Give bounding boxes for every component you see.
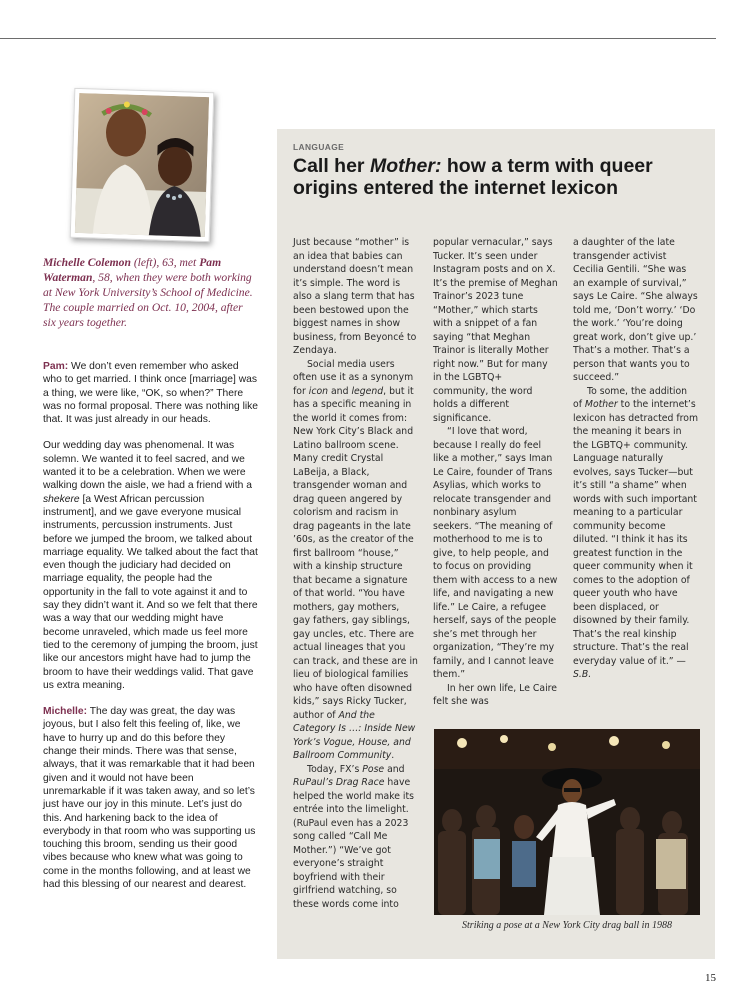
paragraph-text: have helped the world make its entrée into the limelight. (RuPaul even has a 2023 song called “Call Me Mother.”) “We’ve got everyone’s straight boyfriend with their girlfriend watching, so these words come into: [293, 777, 414, 910]
interview-paragraph: [43, 360, 259, 426]
paragraph-text: We don’t even remember who asked who to get married. I think once [marriage] was a thing, we were like, “OK, so when?” There was no formal proposal. There was nothing like that. It was just already in our heads.: [43, 361, 259, 426]
body-paragraph: a daughter of the late transgender activist Cecilia Gentili. “She was an example of survival,” says Le Caire. “She always told me, ‘Don’t worry.’ ‘Do the work.’ ‘You’re doing great work, don’t give up.’ That’s a mother. That’s a person that wants you to succeed.”: [573, 237, 698, 383]
caption-text-1: (left), 63, met: [130, 256, 200, 269]
show-title-drag-race: RuPaul’s Drag Race: [293, 777, 385, 788]
paragraph-text: [a West African percussion instrument], and we gave everyone musical instruments, percussion instruments. Just before we jumped the broom, we talked about marriage equality. We talked about the fact that even though the judiciary had decided on marriage equality, the people had the opportunity in the fall to vote against it and to say they didn’t want it. And so we felt that there was a way that our wedding might have become unraveled, which made us feel more tied to the ceremony of jumping the broom, just like our ancestors might have had to jump the broom to have their weddings valid. That gave us extra meaning.: [43, 493, 258, 691]
paragraph-text: Our wedding day was phenomenal. It was solemn. We wanted it to feel sacred, and we wanted it to be a celebration. When we were walking down the aisle, we had a friend with a: [43, 440, 252, 492]
book-title: And the Category Is …: Inside New York’s Vogue, House, and Ballroom Community: [293, 709, 416, 761]
body-paragraph: [573, 385, 698, 682]
sidebar-column-1: [293, 236, 418, 911]
paragraph-text: .: [391, 750, 395, 761]
author-signature: S.B.: [573, 669, 592, 680]
sidebar-column-3: [573, 236, 698, 682]
paragraph-text: , but it has a specific meaning in the world it comes from: New York City’s Black and Latino ballroom scene. Many credit Crystal LaBeija, a Black, transgender woman and drag queen angered by colorism and racism in drag pageants in the late ’60s, as the creator of the first ballroom “house,” with a kinship structure that became a signature of that world. “You have mothers, gay mothers, gay fathers, gay siblings, gay uncles, etc. There are actual lineages that you can track, and these are in lieu of biological families who have often disowned kids,” says Ricky Tucker, author of: [293, 385, 418, 721]
body-paragraph: [293, 358, 418, 763]
speaker-michelle: Michelle:: [43, 706, 88, 718]
couple-caption: [43, 255, 253, 330]
sidebar-kicker: LANGUAGE: [293, 142, 345, 152]
body-paragraph: popular vernacular,” says Tucker. It’s seen under Instagram posts and on X. It’s the premise of Meghan Trainor’s 2023 tune “Mother,” which starts with a snippet of a fan saying “that Meghan Trainor is literally Mother right now.” But for many in the LGBTQ+ community, the word holds a different significance.: [433, 237, 558, 424]
emphasis-legend-word: legend: [351, 385, 384, 397]
headline-text: Call her: [293, 155, 370, 177]
headline-emphasis: Mother:: [369, 155, 442, 177]
speaker-pam: Pam:: [43, 361, 69, 372]
top-rule: [0, 38, 716, 39]
couple-photo: [70, 88, 215, 242]
paragraph-text: and: [328, 385, 352, 397]
caption-name-michelle: Michelle Colemon: [43, 256, 131, 269]
caption-name-pam: Pam Waterman: [43, 256, 222, 284]
paragraph-text: to the internet’s lexicon has detracted from the meaning it bears in the LGBTQ+ community. Language naturally evolves, says Tucker—but it’s still “a shame” when words with such important meaning to a particular community become diluted. “I think it has its greatest function in the queer community when it comes to the adoption of queer youth who have been displaced, or disowned by their family. That’s the real kinship structure. That’s the real everyday value of it.” —: [573, 399, 699, 667]
page-number: 15: [705, 972, 716, 984]
paragraph-text: Today, FX’s: [307, 763, 363, 775]
sidebar-column-2: [433, 236, 558, 709]
emphasis-icon-word: icon: [308, 385, 329, 397]
drag-ball-photo: [434, 729, 700, 915]
body-paragraph: [293, 763, 418, 912]
show-title-pose: Pose: [362, 763, 385, 775]
interview-column: [43, 360, 259, 904]
interview-paragraph: [43, 439, 259, 692]
interview-paragraph: [43, 705, 259, 891]
body-paragraph: “I love that word, because I really do feel like a mother,” says Iman Le Caire, founder of Trans Asylias, which works to relocate transgender and nonbinary asylum seekers. “The meaning of motherhood to me is to give, to help people, and to focus on providing them with access to a new life, and navigating a new life.” Le Caire, a refugee herself, says of the people she’s met through her organization, “They’re my family, and I cannot leave them.”: [433, 426, 558, 680]
paragraph-text: The day was great, the day was joyous, but I also felt this feeling of, like, we have to hurry up and do this before they change their minds. There was that sense, always, that it was remarkable that it had been given and it would not have been unremarkable if it was taken away, and so let’s just have our joy in this minute. Let’s just do this. And harkening back to the idea of everybody in that room who was supporting us touching this broom, sending us their good vibes because who knew what was going to come in the months following, and at least we had this blessing of our nearest and dearest.: [43, 706, 256, 890]
body-paragraph: Just because “mother” is an idea that babies can understand doesn’t mean it’s simple. The word is also a slang term that has been bestowed upon the biggest names in show business, from Beyoncé to Zendaya.: [293, 237, 417, 356]
headline-text: how a term with queer origins entered the internet lexicon: [293, 155, 653, 199]
emphasis-shekere: shekere: [43, 493, 80, 505]
paragraph-text: To some, the addition of: [573, 385, 688, 410]
body-paragraph: In her own life, Le Caire felt she was: [433, 682, 557, 707]
paragraph-text: Social media users often use it as a synonym for: [293, 358, 414, 397]
drag-ball-caption: Striking a pose at a New York City drag ball in 1988: [462, 920, 672, 931]
paragraph-text: and: [384, 763, 405, 775]
caption-text-2: , 58, when they were both working at New York University’s School of Medicine. The couple married on Oct. 10, 2004, after six years together.: [43, 271, 253, 329]
emphasis-mother-word: Mother: [584, 399, 618, 410]
sidebar-headline: [293, 155, 703, 199]
